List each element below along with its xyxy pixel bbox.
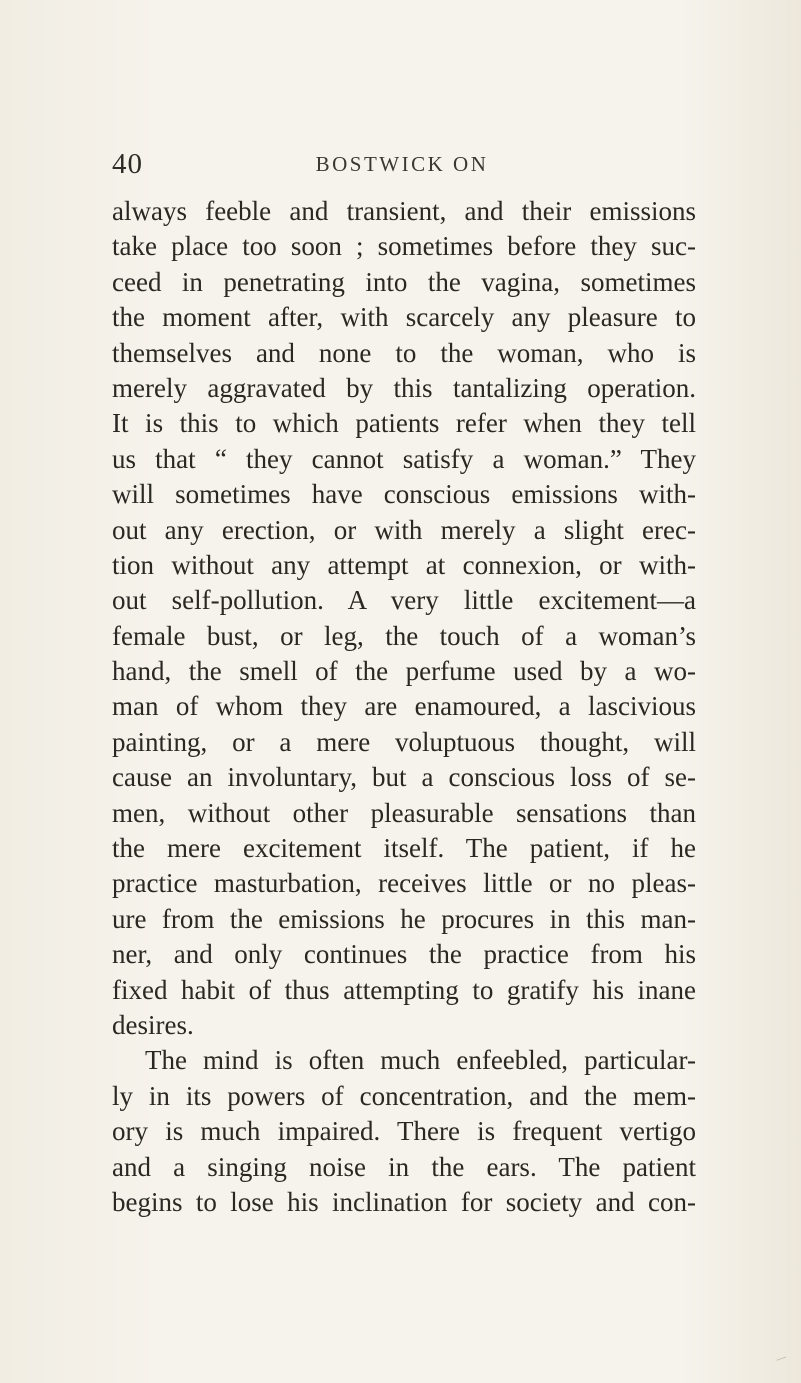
paper-mark [776, 1356, 787, 1364]
text-line: cause an involuntary, but a conscious loss of se- [112, 762, 696, 793]
text-line: practice masturbation, receives little or no pleas- [112, 868, 696, 899]
text-line: themselves and none to the woman, who is [112, 337, 696, 368]
text-line: female bust, or leg, the touch of a woman’s [112, 620, 696, 651]
text-line: take place too soon ; sometimes before they suc- [112, 231, 696, 262]
text-line: ory is much impaired. There is frequent vertigo [112, 1116, 696, 1147]
text-line: painting, or a mere voluptuous thought, will [112, 726, 696, 757]
text-line: The mind is often much enfeebled, particular- [145, 1045, 696, 1076]
text-line: merely aggravated by this tantalizing operation. [112, 372, 696, 403]
running-head: BOSTWICK ON [315, 152, 489, 176]
text-line: the moment after, with scarcely any pleasure to [112, 302, 696, 333]
text-line: ner, and only continues the practice from his [112, 939, 696, 970]
text-line: ure from the emissions he procures in this man- [112, 903, 696, 934]
text-line: begins to lose his inclination for society and con- [112, 1186, 696, 1217]
text-line: ly in its powers of concentration, and the mem- [112, 1080, 696, 1111]
text-line: always feeble and transient, and their emissions [112, 196, 696, 226]
text-line: fixed habit of thus attempting to gratify his inane [112, 974, 696, 1005]
text-line: ceed in penetrating into the vagina, sometimes [112, 266, 696, 297]
text-line: and a singing noise in the ears. The patient [112, 1151, 696, 1182]
text-line: the mere excitement itself. The patient, if he [112, 833, 696, 864]
body-text [112, 194, 696, 1220]
paragraph [112, 1043, 696, 1220]
page-header [112, 148, 692, 178]
text-line: out self-pollution. A very little excitement—a [112, 585, 696, 616]
text-line: men, without other pleasurable sensations than [112, 797, 696, 828]
text-line: tion without any attempt at connexion, or with- [112, 549, 696, 580]
text-line: us that “ they cannot satisfy a woman.” They [112, 443, 696, 474]
text-line: hand, the smell of the perfume used by a wo- [112, 656, 696, 687]
paragraph [112, 194, 696, 1043]
text-line: out any erection, or with merely a slight erec- [112, 514, 696, 545]
text-line: will sometimes have conscious emissions with- [112, 479, 696, 510]
page-number: 40 [112, 148, 143, 180]
text-line: man of whom they are enamoured, a lascivious [112, 691, 696, 722]
text-line: It is this to which patients refer when they tell [112, 408, 696, 439]
text-line: desires. [112, 1009, 194, 1040]
